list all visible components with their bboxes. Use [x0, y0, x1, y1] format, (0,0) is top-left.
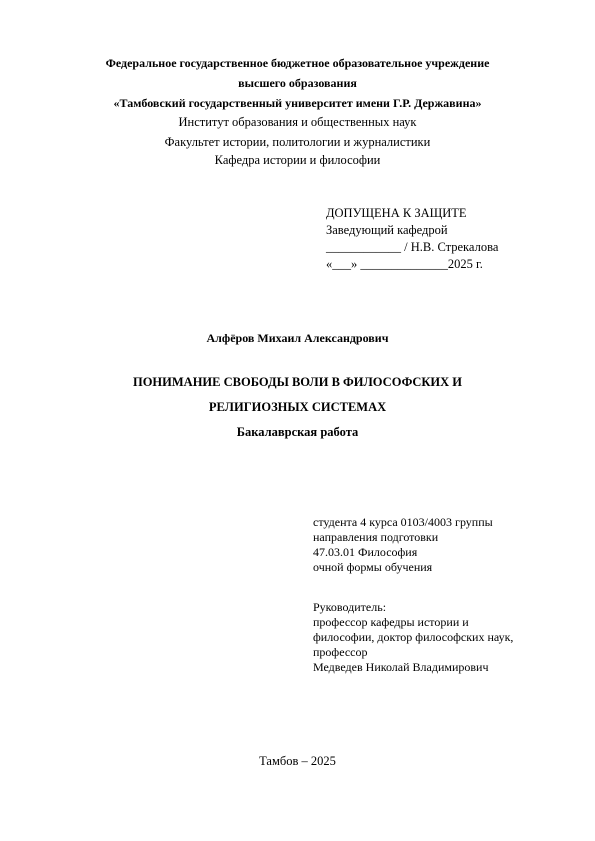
student-line-2: направления подготовки — [313, 530, 439, 544]
work-type: Бакалаврская работа — [236, 425, 359, 439]
student-line-3: 47.03.01 Философия — [313, 545, 418, 559]
faculty-name: Факультет истории, политологии и журналистики — [164, 135, 431, 149]
institution-type-line: Федеральное государственное бюджетное образовательное учреждение — [105, 56, 490, 70]
department-name: Кафедра истории и философии — [214, 153, 381, 167]
institute-name: Институт образования и общественных наук — [178, 115, 417, 129]
university-name: «Тамбовский государственный университет имени Г.Р. Державина» — [113, 96, 482, 110]
student-info — [313, 515, 493, 575]
approval-signature: ____________ / Н.В. Стрекалова — [326, 240, 499, 254]
supervisor-info — [313, 600, 513, 675]
student-line-4: очной формы обучения — [313, 560, 433, 574]
city-year: Тамбов – 2025 — [259, 754, 336, 768]
approval-block — [326, 205, 498, 273]
supervisor-label: Руководитель: — [313, 600, 387, 614]
supervisor-line-2: профессор кафедры истории и — [313, 615, 469, 629]
supervisor-name: Медведев Николай Владимирович — [313, 660, 489, 674]
author-name: Алфёров Михаил Александрович — [206, 331, 389, 345]
education-level-line: высшего образования — [238, 76, 357, 90]
approval-heading: ДОПУЩЕНА К ЗАЩИТЕ — [326, 206, 467, 220]
approval-date: «___» ______________2025 г. — [326, 257, 483, 271]
thesis-title-line-2: РЕЛИГИОЗНЫХ СИСТЕМАХ — [208, 400, 387, 414]
supervisor-line-3: философии, доктор философских наук, — [313, 630, 514, 644]
supervisor-line-4: профессор — [313, 645, 368, 659]
approval-position: Заведующий кафедрой — [326, 223, 448, 237]
thesis-title-line-1: ПОНИМАНИЕ СВОБОДЫ ВОЛИ В ФИЛОСОФСКИХ И — [132, 375, 463, 389]
student-line-1: студента 4 курса 0103/4003 группы — [313, 515, 493, 529]
